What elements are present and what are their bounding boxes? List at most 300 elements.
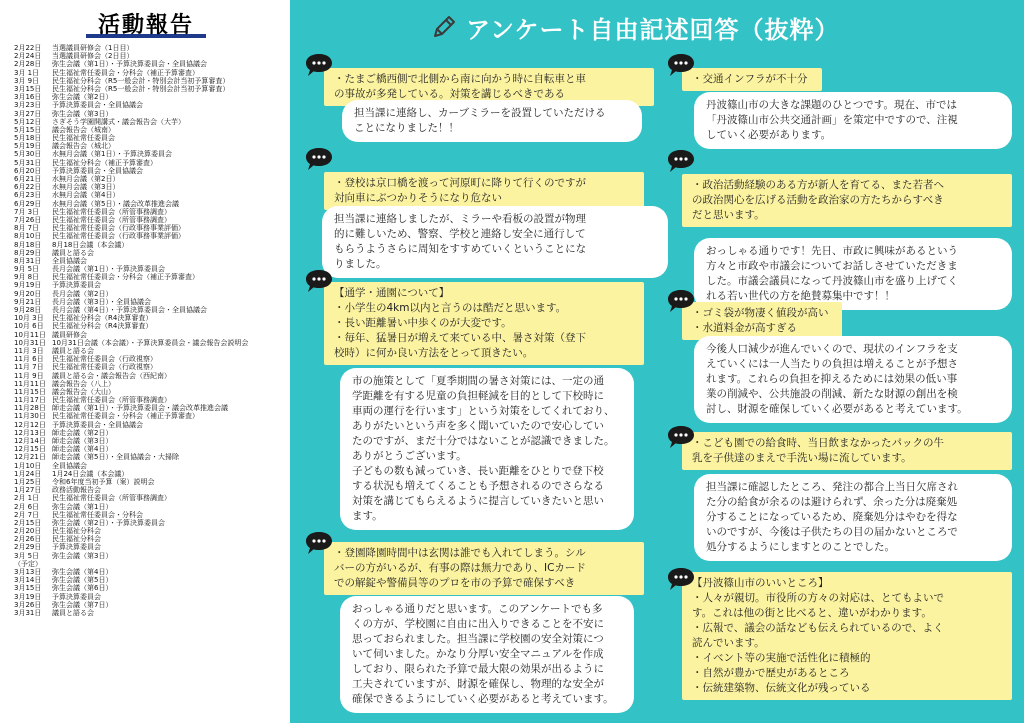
answer-line: 担当課に連絡しましたが、ミラーや看板の設置が物理: [334, 213, 586, 225]
log-date: 9月 8日: [14, 273, 40, 282]
log-text: 民生福祉常任委員会（所管事務調査）: [52, 494, 171, 503]
answer-line: 思っておられました。担当課に学校園の安全対策につ: [352, 633, 604, 645]
answer-line: ありがたいという声を多く聞いていたので安心してい: [352, 420, 604, 432]
question-line: ・長い距離暑い中歩くのが大変です。: [334, 317, 512, 329]
log-date: 3月15日: [14, 584, 42, 593]
log-row: [14, 429, 284, 437]
log-date: 2月24日: [14, 52, 42, 61]
log-row: [14, 470, 284, 478]
log-date: 1月10日: [14, 461, 42, 470]
speech-bubble-icon: [304, 52, 334, 78]
log-text: 予算決算委員会・全員協議会: [52, 101, 143, 110]
log-text: 予算決算委員会: [52, 543, 101, 552]
log-row: [14, 453, 284, 461]
survey-question: [682, 68, 822, 91]
question-line: ・伝統建築物、伝統文化が残っている: [692, 682, 871, 694]
log-date: 9月20日: [14, 289, 42, 298]
log-row: [14, 568, 284, 576]
log-date: 2月 7日: [14, 510, 40, 519]
log-date: 12月13日: [14, 428, 46, 437]
answer-line: もらうようさらに周知をすすめていくということにな: [334, 243, 587, 255]
log-date: 11月17日: [14, 396, 46, 405]
log-text: 弥生会議（第1日）: [52, 502, 113, 511]
answer-line: 学距離を有する児童の負担軽減を目的として下校時に: [352, 390, 604, 402]
survey-question: [682, 174, 1012, 227]
question-line: ・登校は京口橋を渡って河原町に降りて行くのですが: [334, 177, 586, 189]
log-row: [14, 322, 284, 330]
log-row: [14, 535, 284, 543]
log-row: [14, 437, 284, 445]
log-row: [14, 404, 284, 412]
log-text: 水無月会議（第4日）: [52, 191, 120, 200]
log-text: 予算決算委員会・全員協議会: [52, 420, 143, 429]
log-date: 10月 3日: [14, 314, 44, 323]
log-text: 長月会議（第1日）・予算決算委員会: [52, 265, 165, 274]
log-date: 5月18日: [14, 134, 42, 143]
log-date: 5月19日: [14, 142, 42, 151]
log-text: 議員と語る会: [52, 248, 94, 257]
log-row: [14, 363, 284, 371]
log-text: 議会報告会（城南）: [52, 125, 115, 134]
log-text: 民生福祉分科会: [52, 527, 101, 536]
log-text: 水無月会議（第3日）: [52, 183, 120, 192]
log-row: [14, 519, 284, 527]
log-row: [14, 208, 284, 216]
log-row: [14, 584, 284, 592]
question-line: ・交通インフラが不十分: [692, 73, 808, 85]
log-row: [14, 191, 284, 199]
log-text: 8月18日会議（本会議）: [52, 240, 129, 249]
log-date: 6月20日: [14, 166, 42, 175]
survey-question: [324, 172, 644, 210]
log-text: 民生福祉常任委員会（所管事務調査）: [52, 396, 171, 405]
answer-line: りました。: [334, 258, 387, 270]
log-row: [14, 609, 284, 617]
log-text: 民生福祉常任委員会: [52, 134, 115, 143]
speech-bubble-icon: [666, 288, 696, 314]
question-line: 【丹波篠山市のいいところ】: [692, 577, 829, 589]
answer-line: いのですが、今後は子供たちの目の届かないところで: [706, 526, 958, 538]
log-date: 12月15日: [14, 445, 46, 454]
question-line: ・登園降園時間中は玄関は誰でも入れてしまう。シル: [334, 547, 586, 559]
log-row: [14, 576, 284, 584]
log-date: 10月 6日: [14, 322, 44, 331]
log-text: 長月会議（第3日）・全員協議会: [52, 297, 151, 306]
log-text: 民生福祉常任委員会・分科会（補正予算審査）: [52, 412, 199, 421]
log-date: 3月13日: [14, 568, 42, 576]
log-date: 1月27日: [14, 486, 42, 495]
survey-answer: [694, 336, 1012, 423]
answer-line: していく必要があります。: [706, 129, 832, 141]
log-text: 予算決算委員会: [52, 592, 101, 601]
log-text: 議員と語る会: [52, 346, 94, 355]
log-row: [14, 183, 284, 191]
log-date: 11月15日: [14, 387, 46, 396]
question-line: ・人々が親切。市役所の方々の対応は、とてもよいで: [692, 592, 944, 604]
survey-answer: [340, 596, 634, 713]
log-text: 弥生会議（第1日）・予算決算委員会・全員協議会: [52, 60, 207, 69]
log-text: 予算決算委員会: [52, 281, 101, 290]
log-row: [14, 314, 284, 322]
log-row: [14, 372, 284, 380]
log-text: 当選議員研修会（1日目）: [52, 44, 134, 52]
log-text: 弥生会議（第5日）: [52, 576, 113, 585]
log-row: [14, 445, 284, 453]
log-date: 2月 6日: [14, 502, 40, 511]
log-text: 全員協議会: [52, 256, 87, 265]
log-date: 6月29日: [14, 199, 42, 208]
question-line: 対向車にぶつかりそうになり危ない: [334, 192, 502, 204]
log-row: [14, 281, 284, 289]
log-row: [14, 241, 284, 249]
log-text: 予算決算委員会・全員協議会: [52, 166, 143, 175]
answer-line: 子どもの数も減っていき、長い距離をひとりで登下校: [352, 465, 604, 477]
log-row: [14, 257, 284, 265]
log-date: （予定）: [14, 559, 42, 568]
log-text: 師走会議（第2日）: [52, 428, 113, 437]
log-text: 全員協議会: [52, 461, 87, 470]
log-text: 弥生会議（第4日）: [52, 568, 113, 576]
answer-line: 工夫されていますが、財源を確保し、物理的な安全が: [352, 678, 604, 690]
log-date: 9月19日: [14, 281, 42, 290]
log-row: [14, 110, 284, 118]
log-text: 民生福祉常任委員会（所管事務調査）: [52, 207, 171, 216]
log-text: さぎそう学園開講式・議会報告会（大芋）: [52, 117, 185, 126]
question-line: だと思います。: [692, 209, 765, 221]
log-date: 6月23日: [14, 191, 42, 200]
log-row: [14, 85, 284, 93]
log-date: 9月28日: [14, 306, 42, 314]
log-text: 1月24日会議（本会議）: [52, 469, 129, 478]
question-line: ・水道料金が高すぎる: [692, 322, 797, 334]
log-row: [14, 331, 284, 339]
log-date: 8月31日: [14, 256, 42, 265]
log-date: 8月18日: [14, 240, 42, 249]
log-date: 2月22日: [14, 44, 42, 52]
answer-line: れます。これらの負担を抑えるためには効果の低い事: [706, 373, 958, 385]
log-text: 民生福祉分科会: [52, 535, 101, 544]
log-date: 11月 7日: [14, 363, 44, 372]
pencil-icon: [430, 13, 458, 41]
question-line: の政治関心を広げる活動を政治家の方たちからすべき: [692, 194, 944, 206]
log-row: [14, 396, 284, 404]
question-line: ・ゴミ袋が物凄く値段が高い: [692, 307, 829, 319]
log-text: 民生福祉常任委員会・分科会（補正予算審査）: [52, 68, 199, 77]
log-text: 民生福祉分科会（R5一般会計・特別会計当初予算審査）: [52, 76, 230, 85]
survey-question: [682, 432, 1012, 470]
answer-line: 方々と市政や市議会についてお話しさせていただきま: [706, 260, 958, 272]
survey-panel: [290, 0, 1024, 723]
question-line: 乳を子供達のまえで手洗い場に流しています。: [692, 452, 912, 464]
question-line: ・自然が豊かで歴史があるところ: [692, 667, 850, 679]
log-date: 11月11日: [14, 379, 46, 388]
log-date: 6月21日: [14, 175, 42, 183]
log-date: 11月 9日: [14, 371, 44, 380]
answer-line: たのですが、まだ十分ではないことが認識できました。: [352, 435, 615, 447]
survey-question: [682, 302, 842, 340]
log-row: [14, 347, 284, 355]
survey-title-wrap: [430, 10, 840, 44]
question-line: ・イベント等の実施で活性化に積極的: [692, 652, 871, 664]
answer-line: た分の給食が余るのは避けられず、余った分は廃棄処: [706, 496, 958, 508]
log-row: [14, 69, 284, 77]
log-row: [14, 511, 284, 519]
log-date: 3月26日: [14, 600, 42, 609]
log-text: 弥生会議（第2日）・予算決算委員会: [52, 518, 165, 527]
question-line: ・広報で、議会の話なども伝えられているので、よく: [692, 622, 944, 634]
log-text: 民生福祉常任委員会（行政視察）: [52, 355, 157, 364]
answer-line: 確保できるようにしていく必要があると考えています。: [352, 693, 614, 705]
log-row: [14, 306, 284, 314]
log-date: 6月22日: [14, 183, 42, 192]
answer-line: 業の削減や、公共施設の削減、新たな財源の創出を検: [706, 388, 958, 400]
answer-line: えていくには一人当たりの負担は増えることが予想さ: [706, 358, 958, 370]
log-row: [14, 142, 284, 150]
log-row: [14, 478, 284, 486]
log-row: [14, 552, 284, 560]
log-text: 民生福祉常任委員会・分科会（補正予算審査）: [52, 273, 199, 282]
speech-bubble-icon: [666, 148, 696, 174]
question-line: ・毎年、猛暑日が増えて来ている中、暑さ対策（登下: [334, 332, 586, 344]
log-text: 師走会議（第5日）・全員協議会・大掃除: [52, 453, 179, 462]
log-date: 3月15日: [14, 84, 42, 93]
log-row: [14, 290, 284, 298]
log-row: [14, 52, 284, 60]
log-date: 10月11日: [14, 330, 46, 339]
log-text: 民生福祉分科会（R5一般会計・特別会計当初予算審査）: [52, 84, 230, 93]
log-date: 1月24日: [14, 469, 42, 478]
log-date: 2月 1日: [14, 494, 40, 503]
log-text: 弥生会議（第7日）: [52, 600, 113, 609]
log-text: 師走会議（第1日）・予算決算委員会・議会改革推進会議: [52, 404, 228, 413]
survey-title: アンケート自由記述回答（抜粋）: [466, 15, 840, 44]
log-row: [14, 265, 284, 273]
log-date: 3月27日: [14, 109, 42, 118]
log-row: [14, 224, 284, 232]
log-row: [14, 118, 284, 126]
log-date: 11月30日: [14, 412, 46, 421]
log-text: 令和6年度当初予算（案）説明会: [52, 477, 155, 486]
log-text: 民生福祉分科会（R4決算審査）: [52, 314, 153, 323]
log-date: 2月26日: [14, 535, 42, 544]
answer-line: れる若い世代の方を絶賛募集中です！！: [706, 290, 895, 302]
log-text: 議員と語る会・議会報告会（西紀南）: [52, 371, 171, 380]
log-row: [14, 134, 284, 142]
speech-bubble-icon: [666, 52, 696, 78]
log-row: [14, 159, 284, 167]
question-line: バーの方がいるが、有事の際は無力であり、ICカード: [334, 562, 586, 574]
log-date: 3月31日: [14, 608, 42, 617]
log-row: [14, 77, 284, 85]
answer-line: おっしゃる通りです！先日、市政に興味があるという: [706, 245, 958, 257]
speech-bubble-icon: [666, 566, 696, 592]
speech-bubble-icon: [304, 146, 334, 172]
question-line: 読んでいます。: [692, 637, 765, 649]
log-date: 11月 3日: [14, 346, 44, 355]
activity-report-title: 活動報告: [86, 8, 206, 38]
log-row: [14, 486, 284, 494]
answer-line: する状況も増えてくることも予想されるのでさらなる: [352, 480, 604, 492]
log-row: [14, 593, 284, 601]
log-text: 議員研修会: [52, 330, 87, 339]
question-line: す。これは他の街と比べると、違いがわかります。: [692, 607, 932, 619]
log-date: 9月 5日: [14, 265, 40, 274]
question-line: ・たまご橋西側で北側から南に向かう時に自転車と車: [334, 73, 586, 85]
answer-line: 市の施策として「夏季期間の暑さ対策には、一定の通: [352, 375, 604, 387]
log-row: [14, 355, 284, 363]
question-line: 校時）に何か良い方法をとって頂きたい。: [334, 347, 534, 359]
log-row: [14, 543, 284, 551]
log-text: 師走会議（第3日）: [52, 437, 113, 445]
log-text: 弥生会議（第2日）: [52, 93, 113, 102]
log-row: [14, 232, 284, 240]
log-date: 2月28日: [14, 60, 42, 69]
log-text: [52, 560, 284, 568]
log-row: [14, 503, 284, 511]
log-date: 8月 7日: [14, 224, 40, 233]
answer-line: 的に難しいため、警察、学校と連絡し安全に通行して: [334, 228, 586, 240]
answer-line: ありがとうございます。: [352, 450, 467, 462]
log-date: 12月21日: [14, 453, 46, 462]
log-text: 水無月会議（第1日）・予算決算委員会: [52, 150, 172, 159]
log-text: 長月会議（第4日）・予算決算委員会・全員協議会: [52, 306, 207, 314]
log-text: 弥生会議（第3日）: [52, 109, 113, 118]
log-date: 8月10日: [14, 232, 42, 241]
log-row: [14, 249, 284, 257]
log-date: 5月30日: [14, 150, 42, 159]
question-line: ・こども園での給食時、当日飲まなかったパックの牛: [692, 437, 944, 449]
survey-answer: [342, 100, 642, 142]
log-date: 3月 1日: [14, 68, 40, 77]
log-row: [14, 216, 284, 224]
log-date: 10月31日: [14, 338, 46, 347]
log-row: [14, 560, 284, 568]
log-row: [14, 462, 284, 470]
survey-answer: [322, 206, 668, 278]
speech-bubble-icon: [304, 268, 334, 294]
log-date: 3月23日: [14, 101, 42, 110]
answer-line: ます。: [352, 510, 383, 522]
log-text: 水無月会議（第5日）・議会改革推進会議: [52, 199, 179, 208]
log-text: 議員と語る会: [52, 608, 94, 617]
question-line: ・小学生の4km以内と言うのは酷だと思います。: [334, 302, 567, 314]
log-row: [14, 93, 284, 101]
log-text: 10月31日会議（本会議）・予算決算委員会・議会報告会説明会: [52, 338, 249, 347]
answer-line: 今後人口減少が進んでいくので、現状のインフラを支: [706, 343, 958, 355]
log-row: [14, 412, 284, 420]
log-row: [14, 380, 284, 388]
log-text: 民生福祉常任委員会（行政視察）: [52, 363, 157, 372]
answer-line: 担当課に確認したところ、発注の都合上当日欠席され: [706, 481, 958, 493]
log-row: [14, 494, 284, 502]
log-row: [14, 339, 284, 347]
answer-line: 処分するようにしますとのことでした。: [706, 541, 895, 553]
log-text: 民生福祉常任委員会（所管事務調査）: [52, 215, 171, 224]
log-text: 弥生会議（第6日）: [52, 584, 113, 593]
question-line: での解錠や警備員等のプロを市の予算で確保すべき: [334, 577, 576, 589]
answer-line: 「丹波篠山市公共交通計画」を策定中ですので、注視: [706, 114, 958, 126]
log-text: 師走会議（第4日）: [52, 445, 113, 454]
answer-line: 車両の運行を行います」という対策をしてくれており、: [352, 405, 615, 417]
answer-line: 分することになっているため、廃棄処分はやむを得な: [706, 511, 958, 523]
log-date: 1月25日: [14, 477, 42, 486]
log-text: 当選議員研修会（2日目）: [52, 52, 134, 61]
log-text: 民生福祉分科会（R4決算審査）: [52, 322, 153, 331]
log-date: 12月12日: [14, 420, 46, 429]
answer-line: ことになりました！！: [354, 122, 459, 134]
log-row: [14, 167, 284, 175]
log-row: [14, 273, 284, 281]
log-date: 5月15日: [14, 125, 42, 134]
answer-line: 対策を講じてもらえるように提言していきたいと思い: [352, 495, 604, 507]
log-date: 3月14日: [14, 576, 42, 585]
log-text: 民生福祉分科会（補正予算審査）: [52, 158, 157, 167]
log-text: 民生福祉常任委員会（行政事務事業評価）: [52, 232, 185, 241]
log-text: 弥生会議（第3日）: [52, 551, 113, 560]
log-text: 議会報告会（大山）: [52, 387, 115, 396]
log-row: [14, 527, 284, 535]
survey-answer: [694, 92, 1012, 149]
log-date: 2月15日: [14, 518, 42, 527]
answer-line: 丹波篠山市の大きな課題のひとつです。現在、市では: [706, 99, 957, 111]
log-row: [14, 44, 284, 52]
log-date: 7月 3日: [14, 207, 40, 216]
log-date: 3月 9日: [14, 76, 40, 85]
survey-question: [682, 572, 1012, 700]
answer-line: くの方が、学校園に自由に出入りできることを不安に: [352, 618, 604, 630]
log-row: [14, 175, 284, 183]
log-date: 7月26日: [14, 215, 42, 224]
log-date: 3月 5日: [14, 551, 40, 560]
survey-answer: [694, 474, 1012, 561]
log-date: 12月14日: [14, 437, 46, 445]
log-date: 3月19日: [14, 592, 42, 601]
answer-line: しており、限られた予算で最大限の効果が出るように: [352, 663, 604, 675]
answer-line: 討し、財源を確保していく必要があると考えています。: [706, 403, 968, 415]
log-date: 3月16日: [14, 93, 42, 102]
log-date: 11月28日: [14, 404, 46, 413]
log-row: [14, 421, 284, 429]
log-text: 長月会議（第2日）: [52, 289, 113, 298]
speech-bubble-icon: [666, 424, 696, 450]
survey-question: [324, 282, 644, 365]
survey-answer: [340, 368, 634, 530]
question-line: 【通学・通園について】: [334, 287, 450, 299]
log-date: 5月31日: [14, 158, 42, 167]
log-row: [14, 298, 284, 306]
log-row: [14, 60, 284, 68]
log-date: 11月 6日: [14, 355, 44, 364]
activity-report-panel: [0, 0, 290, 723]
log-row: [14, 101, 284, 109]
log-text: 議会報告会（城北）: [52, 142, 115, 151]
log-row: [14, 388, 284, 396]
answer-line: いて伺いました。かなり分厚い安全マニュアルを作成: [352, 648, 604, 660]
answer-line: おっしゃる通りだと思います。このアンケートでも多: [352, 603, 603, 615]
log-date: 5月12日: [14, 117, 42, 126]
question-line: ・政治活動経験のある方が新人を育てる、また若者へ: [692, 179, 944, 191]
log-row: [14, 200, 284, 208]
log-row: [14, 601, 284, 609]
log-text: 議会報告会（八上）: [52, 379, 115, 388]
log-text: 民生福祉常任委員会（行政事務事業評価）: [52, 224, 185, 233]
log-row: [14, 150, 284, 158]
activity-log: [14, 44, 284, 617]
log-date: 2月29日: [14, 543, 42, 552]
answer-line: した。市議会議員になって丹波篠山市を盛り上げてく: [706, 275, 958, 287]
survey-answer: [694, 238, 1012, 310]
log-row: [14, 126, 284, 134]
